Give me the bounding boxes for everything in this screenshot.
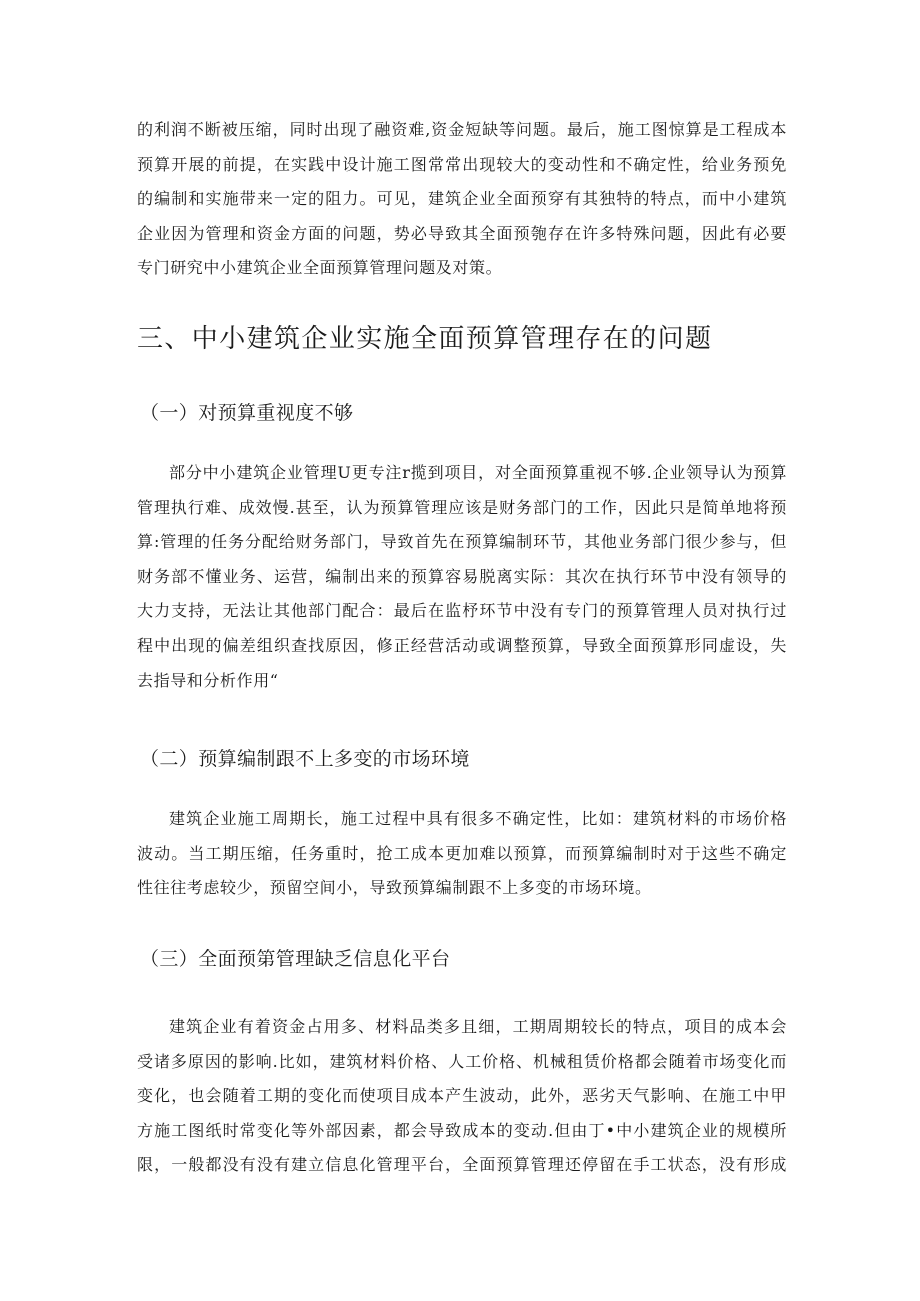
text-line: 波动。当工期压缩，任务重时，抢工成本更加难以预算，而预算编制时对于这些不确定 — [137, 843, 787, 863]
subsection-2-paragraph — [137, 802, 787, 906]
text-line: 去指导和分析作用“ — [137, 670, 279, 690]
text-line: 限，一般都没有没有建立信息化管理平台，全面预算管理还停留在手工状态，没有形成 — [137, 1155, 787, 1175]
text-line: 受诸多原因的影响.比如，建筑材料价格、人工价格、机械租赁价格都会随着市场变化而 — [137, 1051, 787, 1071]
subsection-heading-3: （三）全面预第管理缺乏信息化平台 — [140, 948, 451, 970]
subsection-1-paragraph — [137, 456, 787, 698]
text-line: 的利润不断被压缩，同时出现了融资难,资金短缺等问题。最后，施工图惊算是工程成本 — [137, 120, 787, 139]
text-line: 程中出现的偏差组织查找原因，修正经营活动或调整预算，导致全面预算形同虚设，失 — [137, 635, 787, 655]
text-line: 的编制和实施带来一定的阻力。可见，建筑企业全面预穿有其独特的特点，而中小建筑 — [137, 189, 787, 209]
subsection-3-paragraph — [137, 1010, 787, 1183]
text-line: 建筑企业施工周期长，施工过程中具有很多不确定性，比如：建筑材料的市场价格 — [169, 809, 787, 828]
text-line: 性往往考虑较少，预留空间小，导致预算编制跟不上多变的市场环境。 — [137, 878, 652, 898]
text-line: 方施工图纸时常变化等外部因素，都会导致成本的变动.但由丁•中小建筑企业的规模所 — [137, 1120, 787, 1140]
text-line: 大力支持，无法让其他部门配合：最后在监杼环节中没有专门的预算管理人员对执行过 — [137, 601, 787, 621]
text-line: 部分中小建筑企业管理U更专注r揽到项目，对全面预算重视不够.企业领导认为预算 — [169, 463, 787, 482]
text-line: 企业因为管理和资金方面的问题，势必导致其全面预匏存在许多特殊问题，因此有必要 — [137, 223, 787, 243]
text-line: 预算开展的前提，在实践中设计施工图常常出现较大的变动性和不确定性，给业务预免 — [137, 154, 787, 174]
text-line: 算:管理的任务分配给财务部门，导致首先在预算编制环节，其他业务部门很少参与，但 — [137, 532, 787, 552]
text-line: 专门研究中小建筑企业全面预算管理问题及对策。 — [137, 258, 503, 278]
text-line: 管理执行难、成效慢.甚至，认为预算管理应该是财务部门的工作，因此只是简单地将预 — [137, 497, 787, 517]
subsection-heading-1: （一）对预算重视度不够 — [140, 402, 354, 424]
intro-paragraph — [137, 113, 787, 286]
text-line: 财务部不懂业务、运营，编制出来的预算容易脱离实际：其次在执行环节中没有领导的 — [137, 566, 787, 586]
text-line: 建筑企业有着资金占用多、材料品类多且细，工期周期较长的特点，项目的成本会 — [169, 1017, 787, 1036]
section-heading: 三、中小建筑企业实施全面预算管理存在的问题 — [137, 324, 713, 354]
subsection-heading-2: （二）预算编制跟不上多变的市场环境 — [140, 748, 470, 770]
text-line: 变化，也会随着工期的变化而使项目成本产生波动，此外，恶劣天气影响、在施工中甲 — [137, 1086, 787, 1106]
